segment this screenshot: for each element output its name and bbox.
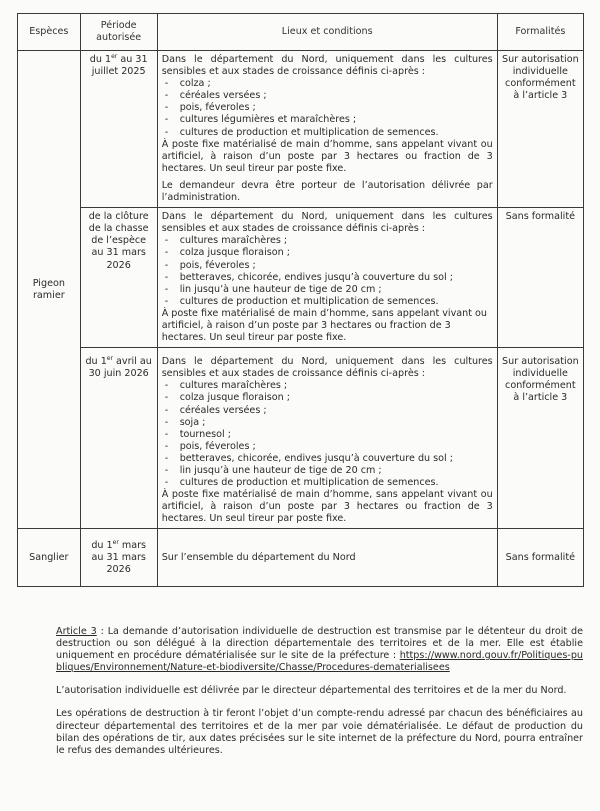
header-places-conditions: Lieux et conditions [157, 14, 497, 51]
conditions-note: Le demandeur devra être porteur de l’autorisation délivrée par l’administration. [161, 179, 493, 204]
crop-list [162, 78, 493, 138]
list-item: - cultures maraîchères ; [162, 380, 493, 392]
formality-cell: Sur autorisation individuelle conformément à l’article 3 [497, 51, 583, 208]
table-header-row [18, 14, 584, 51]
list-item: - betteraves, chicorée, endives jusqu’à couverture du sol ; [162, 453, 493, 465]
article-label: Article 3 [56, 626, 97, 637]
list-item: - betteraves, chicorée, endives jusqu’à couverture du sol ; [162, 272, 493, 284]
list-item: - céréales versées ; [162, 405, 493, 417]
prefecture-procedure-link[interactable]: https://www.nord.gouv.fr/Politiques-publiques/Environnement/Nature-et-biodiversite/Chasse/Procedures-dematerialisees [56, 650, 583, 674]
period-cell: de la clôture de la chasse de l’espèce au 31 mars 2026 [80, 208, 157, 348]
conditions-intro: Dans le département du Nord, uniquement dans les cultures sensibles et aux stades de croissance définis ci-après : [161, 356, 493, 380]
table-row [18, 529, 584, 587]
list-item: - lin jusqu’à une hauteur de tige de 20 cm ; [162, 465, 493, 477]
list-item: - cultures légumières et maraîchères ; [162, 114, 493, 126]
crop-list [162, 235, 493, 308]
period-cell: du 1er mars au 31 mars 2026 [80, 529, 157, 587]
conditions-cell: Sur l’ensemble du département du Nord [157, 529, 497, 587]
species-cell-pigeon: Pigeon ramier [18, 51, 81, 529]
conditions-intro: Dans le département du Nord, uniquement dans les cultures sensibles et aux stades de croissance définis ci-après : [161, 54, 493, 78]
header-formalities: Formalités [497, 14, 583, 51]
formality-cell: Sans formalité [497, 208, 583, 348]
notes-section [56, 626, 583, 768]
destruction-periods-table [17, 13, 584, 587]
conditions-cell [157, 51, 497, 208]
conditions-text: À poste fixe matérialisé de main d’homme, sans appelant vivant ou artificiel, à raison d’un poste par 3 hectares ou fraction de 3 hectares. Un seul tireur par poste fixe. [161, 138, 493, 174]
report-paragraph: Les opérations de destruction à tir feront l’objet d’un compte-rendu adressé par chacun des bénéficiaires au directeur départemental des territoires et de la mer par voie dématérialisée. Le défaut de production du bilan des opérations de tir, aux dates précisées sur le site internet de la préfecture du Nord, pourra entraîner le refus des demandes ultérieures. [56, 708, 583, 756]
table-row [18, 51, 584, 208]
list-item: - pois, féveroles ; [162, 441, 493, 453]
list-item: - tournesol ; [162, 429, 493, 441]
article-text: : La demande d’autorisation individuelle de destruction est transmise par le détenteur du droit de destruction ou son délégué à la direction départementale des territoires et de la mer. Elle est établie uniquement en procédure dématérialisée sur le site de la préfecture : [56, 626, 583, 662]
list-item: - cultures de production et multiplication de semences. [162, 477, 493, 489]
list-item: - cultures de production et multiplication de semences. [162, 127, 493, 139]
formality-cell: Sans formalité [497, 529, 583, 587]
species-cell-sanglier: Sanglier [18, 529, 81, 587]
conditions-text: À poste fixe matérialisé de main d’homme, sans appelant vivant ou artificiel, à raison d’un poste par 3 hectares ou fraction de 3 hectares. Un seul tireur par poste fixe. [161, 307, 487, 344]
table-row [18, 348, 584, 529]
list-item: - colza ; [162, 78, 493, 90]
list-item: - soja ; [162, 417, 493, 429]
formality-cell: Sur autorisation individuelle conformément à l’article 3 [497, 348, 583, 529]
crop-list [162, 380, 493, 489]
list-item: - colza jusque floraison ; [162, 392, 493, 404]
conditions-cell [157, 348, 497, 529]
table-row [18, 208, 584, 348]
period-cell: du 1er avril au 30 juin 2026 [80, 348, 157, 529]
authorization-paragraph: L’autorisation individuelle est délivrée par le directeur départemental des territoires et de la mer du Nord. [56, 685, 567, 697]
conditions-intro: Dans le département du Nord, uniquement dans les cultures sensibles et aux stades de croissance définis ci-après : [161, 211, 493, 235]
list-item: - pois, féveroles ; [162, 102, 493, 114]
conditions-cell [157, 208, 497, 348]
period-cell: du 1er au 31 juillet 2025 [80, 51, 157, 208]
list-item: - lin jusqu’à une hauteur de tige de 20 cm ; [162, 284, 493, 296]
list-item: - céréales versées ; [162, 90, 493, 102]
header-species: Espèces [18, 14, 81, 51]
list-item: - pois, féveroles ; [162, 260, 493, 272]
list-item: - cultures maraîchères ; [162, 235, 493, 247]
conditions-text: À poste fixe matérialisé de main d’homme, sans appelant vivant ou artificiel, à raison d’un poste par 3 hectares ou fraction de 3 hectares. Un seul tireur par poste fixe. [161, 489, 493, 525]
list-item: - cultures de production et multiplication de semences. [162, 296, 493, 308]
article-3-paragraph [56, 626, 583, 674]
list-item: - colza jusque floraison ; [162, 247, 493, 259]
header-period: Période autorisée [80, 14, 157, 51]
